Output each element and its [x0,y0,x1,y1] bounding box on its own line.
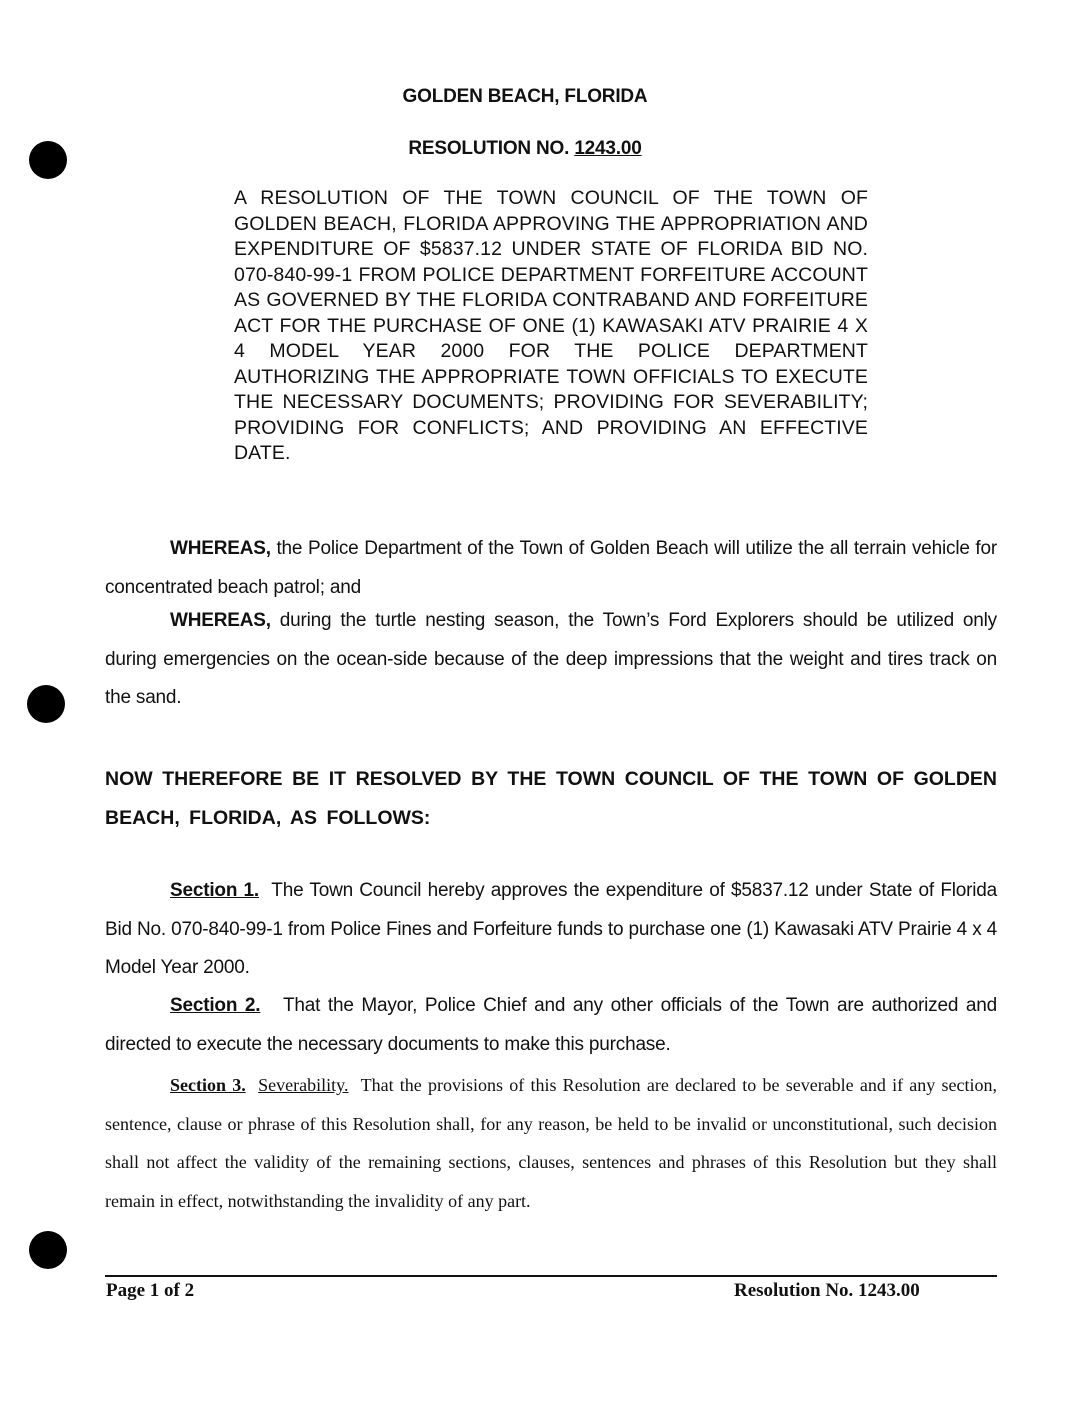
hole-punch-bottom [29,1231,67,1269]
whereas-clause-1 [105,530,997,607]
section-label: Section 2. [170,995,261,1016]
whereas-text: during the turtle nesting season, the Town’s Ford Explorers should be utilized only during emergencies on the ocean-side because of the deep impressions that the weight and tires track on the sand. [105,610,997,708]
resolved-clause: NOW THEREFORE BE IT RESOLVED BY THE TOWN COUNCIL OF THE TOWN OF GOLDEN BEACH, FLORIDA, AS FOLLOWS: [105,768,997,829]
section-text: That the Mayor, Police Chief and any other officials of the Town are authorized and directed to execute the necessary documents to make this purchase. [105,995,1003,1055]
footer-divider [105,1275,997,1277]
resolution-label: RESOLUTION NO. [408,138,570,159]
resolution-number: 1243.00 [574,138,642,159]
section-3 [105,1066,1002,1220]
footer-resolution-number: Resolution No. 1243.00 [734,1280,920,1301]
section-1 [105,872,1003,988]
whereas-lead: WHEREAS, [170,538,271,559]
section-2 [105,987,1003,1064]
section-subtitle: Severability. [258,1075,349,1095]
town-heading: GOLDEN BEACH, FLORIDA [402,86,648,107]
section-text: That the provisions of this Resolution are declared to be severable and if any section, sentence, clause or phrase of this Resolution shall, for any reason, be held to be invalid or unconstitutional, such decision shall not affect the validity of the remaining sections, clauses, sentences and phrases of this Resolution but they shall remain in effect, notwithstanding the invalidity of any part. [105,1075,1002,1211]
whereas-clause-2 [105,602,997,718]
footer-page-number: Page 1 of 2 [106,1280,195,1301]
whereas-lead: WHEREAS, [170,610,271,631]
hole-punch-middle [27,685,65,723]
section-label: Section 3. [170,1075,246,1095]
whereas-text: the Police Department of the Town of Golden Beach will utilize the all terrain vehicle for concentrated beach patrol; and [105,538,997,598]
section-text: The Town Council hereby approves the expenditure of $5837.12 under State of Florida Bid No. 070-840-99-1 from Police Fines and Forfeiture funds to purchase one (1) Kawasaki ATV Prairie 4 x 4 Model Year 2000. [105,880,1003,978]
section-label: Section 1. [170,880,259,901]
resolution-abstract: A RESOLUTION OF THE TOWN COUNCIL OF THE TOWN OF GOLDEN BEACH, FLORIDA APPROVING THE APPROPRIATION AND EXPENDITURE OF $5837.12 UNDER STATE OF FLORIDA BID NO. 070-840-99-1 FROM POLICE DEPARTMENT FORFEITURE ACCOUNT AS GOVERNED BY THE FLORIDA CONTRABAND AND FORFEITURE ACT FOR THE PURCHASE OF ONE (1) KAWASAKI ATV PRAIRIE 4 X 4 MODEL YEAR 2000 FOR THE POLICE DEPARTMENT AUTHORIZING THE APPROPRIATE TOWN OFFICIALS TO EXECUTE THE NECESSARY DOCUMENTS; PROVIDING FOR SEVERABILITY; PROVIDING FOR CONFLICTS; AND PROVIDING AN EFFECTIVE DATE. [234,187,868,464]
resolution-heading [0,138,1050,160]
